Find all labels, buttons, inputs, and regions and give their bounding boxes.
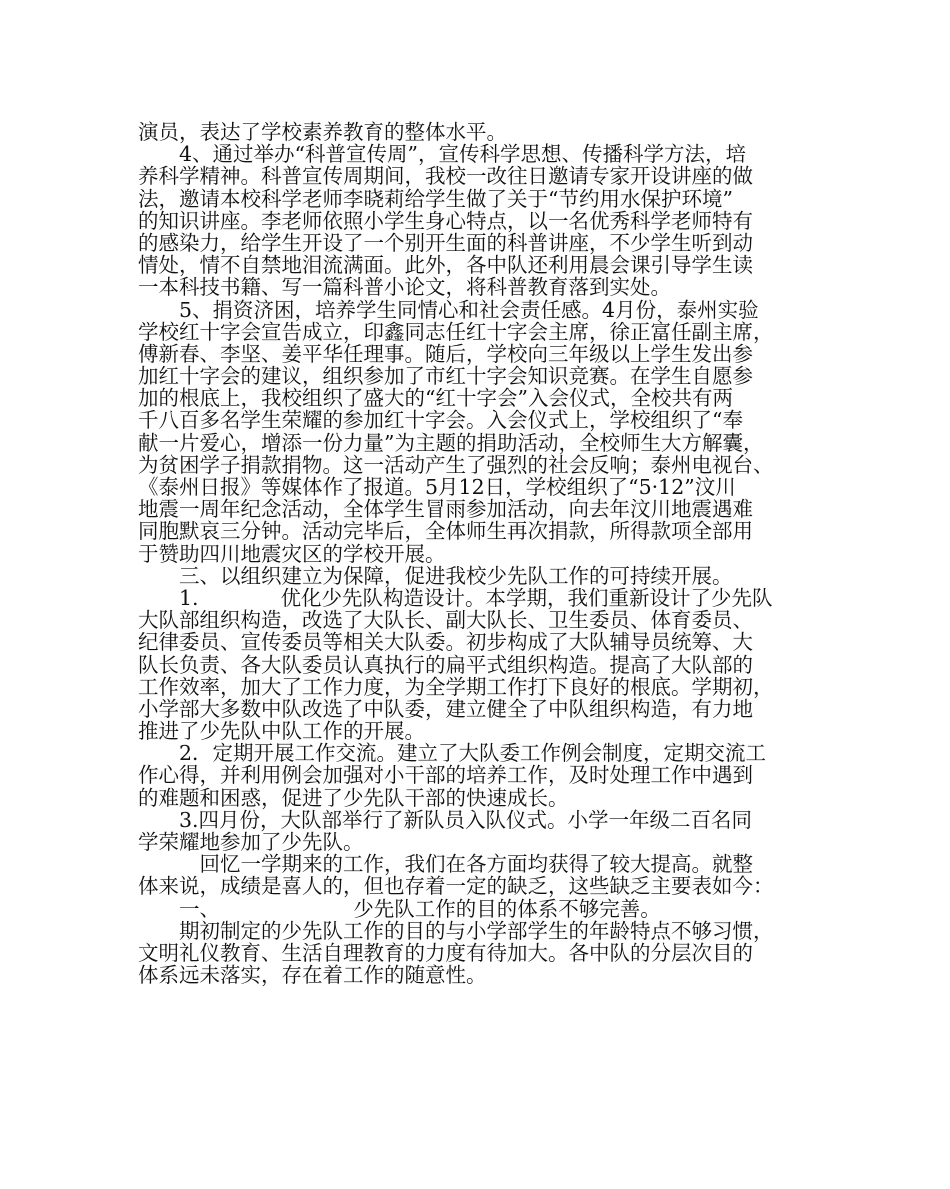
text-line: 工作效率，加大了工作力度，为全学期工作打下良好的根底。学期初， <box>138 674 774 699</box>
text-line: 情处，情不自禁地泪流满面。此外，各中队还利用晨会课引导学生读 <box>138 253 753 278</box>
text-line: 推进了少先队中队工作的开展。 <box>138 719 425 744</box>
text-line: 加红十字会的建议，组织参加了市红十字会知识竞赛。在学生自愿参 <box>138 364 753 389</box>
text-line: 队长负责、各大队委员认真执行的扁平式组织构造。提高了大队部的 <box>138 652 753 677</box>
text-line: 《泰州日报》等媒体作了报道。5月12日，学校组织了“5·12”汶川 <box>138 475 736 499</box>
text-line: 5、捐资济困，培养学生同情心和社会责任感。4月份，泰州实验 <box>138 297 759 322</box>
text-line: 一本科技书籍、写一篇科普小论文，将科普教育落到实处。 <box>138 275 671 300</box>
text-line: 三、以组织建立为保障，促进我校少先队工作的可持续开展。 <box>138 563 733 588</box>
text-line: 同胞默哀三分钟。活动完毕后，全体师生再次捐款，所得款项全部用 <box>138 519 753 544</box>
text-line: 3.四月份，大队部举行了新队员入队仪式。小学一年级二百名同 <box>138 807 753 832</box>
text-line: 法，邀请本校科学老师李晓莉给学生做了关于“节约用水保护环境” <box>138 186 733 211</box>
text-line: 学荣耀地参加了少先队。 <box>138 830 364 854</box>
text-line: 大队部组织构造，改选了大队长、副大队长、卫生委员、体育委员、 <box>138 608 753 633</box>
body-text <box>138 121 828 986</box>
text-line: 1. 优化少先队构造设计。本学期，我们重新设计了少先队 <box>138 585 773 610</box>
text-line: 傅新春、李坚、姜平华任理事。随后，学校向三年级以上学生发出参 <box>138 341 753 366</box>
text-line: 养科学精神。科普宣传周期间，我校一改往日邀请专家开设讲座的做 <box>138 164 753 189</box>
text-line: 加的根底上，我校组织了盛大的“红十字会”入会仪式，全校共有两 <box>138 386 733 411</box>
text-line: 的难题和困惑，促进了少先队干部的快速成长。 <box>138 785 569 810</box>
text-line: 4、通过举办“科普宣传周”，宣传科学思想、传播科学方法，培 <box>138 142 747 167</box>
text-line: 的感染力，给学生开设了一个别开生面的科普讲座，不少学生听到动 <box>138 230 753 255</box>
text-line: 于赞助四川地震灾区的学校开展。 <box>138 541 446 566</box>
text-line: 献一片爱心，增添一份力量”为主题的捐助活动，全校师生大方解囊， <box>138 430 764 455</box>
text-line: 作心得，并利用例会加强对小干部的培养工作，及时处理工作中遇到 <box>138 763 753 788</box>
text-line: 期初制定的少先队工作的目的与小学部学生的年龄特点不够习惯， <box>138 918 774 943</box>
text-line: 体来说，成绩是喜人的，但也存着一定的缺乏，这些缺乏主要表如今： <box>138 874 774 899</box>
text-line: 回忆一学期来的工作，我们在各方面均获得了较大提高。就整 <box>138 852 753 877</box>
text-line: 学校红十字会宣告成立，印鑫同志任红十字会主席，徐正富任副主席， <box>138 319 774 344</box>
text-line: 小学部大多数中队改选了中队委，建立健全了中队组织构造，有力地 <box>138 696 753 721</box>
text-line: 体系远未落实，存在着工作的随意性。 <box>138 963 487 988</box>
text-line: 演员，表达了学校素养教育的整体水平。 <box>138 120 507 144</box>
text-line: 文明礼仪教育、生活自理教育的力度有待加大。各中队的分层次目的 <box>138 940 753 965</box>
text-line: 地震一周年纪念活动，全体学生冒雨参加活动，向去年汶川地震遇难 <box>138 497 753 522</box>
text-line: 纪律委员、宣传委员等相关大队委。初步构成了大队辅导员统筹、大 <box>138 630 753 655</box>
text-line: 千八百多名学生荣耀的参加红十字会。入会仪式上，学校组织了“奉 <box>138 408 743 433</box>
text-line: 2．定期开展工作交流。建立了大队委工作例会制度，定期交流工 <box>138 741 767 766</box>
text-line: 一、 少先队工作的目的体系不够完善。 <box>138 896 661 921</box>
text-line: 为贫困学子捐款捐物。这一活动产生了强烈的社会反响；泰州电视台、 <box>138 452 774 477</box>
text-line: 的知识讲座。李老师依照小学生身心特点，以一名优秀科学老师特有 <box>138 208 753 233</box>
